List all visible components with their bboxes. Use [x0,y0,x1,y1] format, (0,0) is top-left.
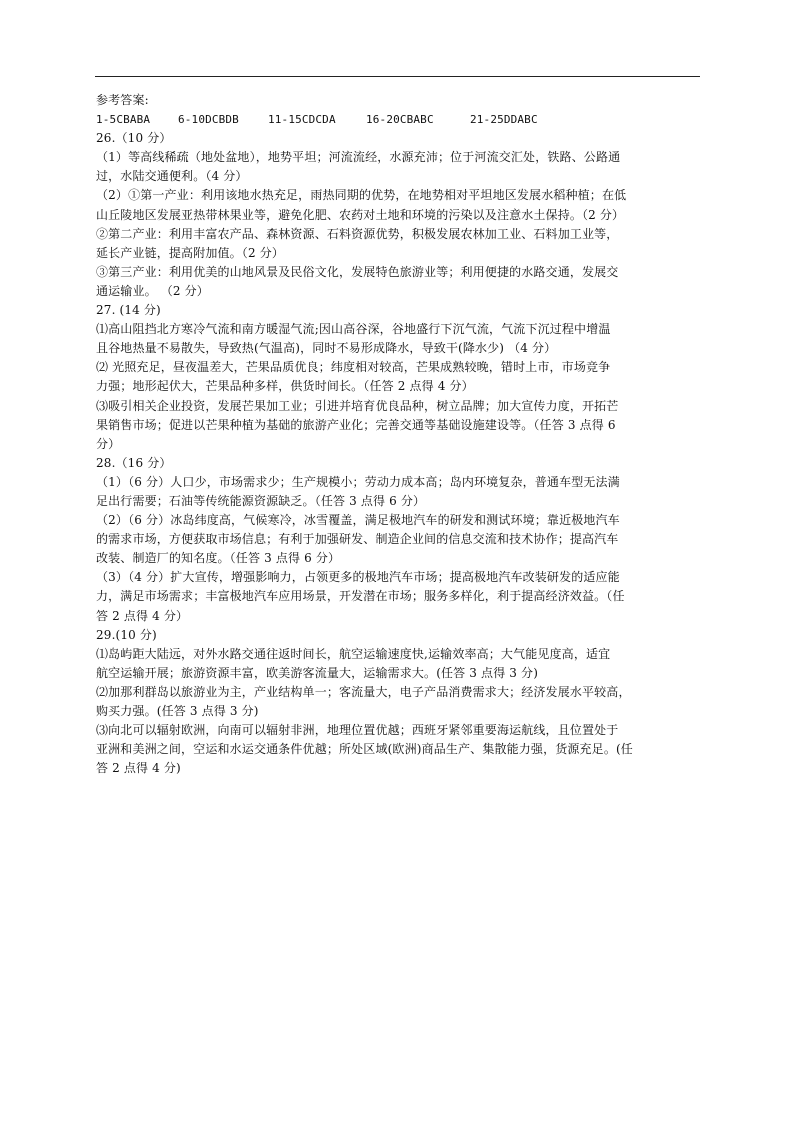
text-line: 答 2 点得 4 分） [96,608,189,623]
text-line: ⑵ 光照充足，昼夜温差大，芒果品质优良；纬度相对较高，芒果成熟较晚，错时上市，市场竞争 [96,360,611,375]
question-26-heading: 26.（10 分） [96,131,172,146]
question-28-heading: 28.（16 分） [96,455,172,470]
header-rule [95,76,700,77]
answer-group: 21-25DDABC [470,113,538,127]
text-line: 足出行需要；石油等传统能源资源缺乏。（任答 3 点得 6 分） [96,493,426,508]
text-line: 通运输业。 （2 分） [96,283,209,298]
multiple-choice-answers [96,110,702,129]
text-line: 山丘陵地区发展亚热带林果业等，避免化肥、农药对土地和环境的污染以及注意水土保持。（2 分） [96,207,625,222]
answer-group: 6-10DCBDB [178,113,239,127]
text-line: （1）等高线稀疏（地处盆地），地势平坦；河流流经，水源充沛；位于河流交汇处，铁路、公路通 [96,150,621,165]
text-line: 延长产业链，提高附加值。（2 分） [96,245,285,260]
question-29-heading: 29.(10 分) [96,627,157,642]
answer-key [96,91,702,778]
answer-key-heading: 参考答案: [96,93,149,107]
question-27-heading: 27. (14 分) [96,303,161,318]
text-line: （1）（6 分）人口少，市场需求少；生产规模小；劳动力成本高；岛内环境复杂，普通车型无法满 [96,474,620,489]
text-line: ⑶吸引相关企业投资，发展芒果加工业；引进并培育优良品种，树立品牌；加大宣传力度，开拓芒 [96,398,619,413]
text-line: 航空运输开展；旅游资源丰富，欧美游客流量大，运输需求大。(任答 3 点得 3 分) [96,665,539,680]
text-line: 购买力强。(任答 3 点得 3 分) [96,704,259,718]
text-line: ⑶向北可以辐射欧洲，向南可以辐射非洲，地理位置优越；西班牙紧邻重要海运航线，且位置处于 [96,723,619,738]
text-line: 亚洲和美洲之间，空运和水运交通条件优越；所处区域(欧洲)商品生产、集散能力强，货源充足。(任 [96,742,633,757]
text-line: 且谷地热量不易散失，导致热(气温高)，同时不易形成降水，导致干(降水少) （4 分） [96,341,557,356]
text-line: ⑴高山阻挡北方寒冷气流和南方暖湿气流;因山高谷深，谷地盛行下沉气流，气流下沉过程中增温 [96,322,611,337]
text-line: 力，满足市场需求；丰富极地汽车应用场景，开发潜在市场；服务多样化，利于提高经济效益。（任 [96,589,625,604]
text-line: 答 2 点得 4 分) [96,761,181,776]
answer-group: 16-20CBABC [366,113,434,127]
text-line: （3）（4 分）扩大宣传，增强影响力，占领更多的极地汽车市场；提高极地汽车改装研发的适应能 [96,570,620,585]
text-line: （2）①第一产业：利用该地水热充足，雨热同期的优势，在地势相对平坦地区发展水稻种植；在低 [96,188,627,203]
text-line: 过，水陆交通便利。（4 分） [96,169,248,184]
text-line: ⑴岛屿距大陆远，对外水路交通往返时间长，航空运输速度快,运输效率高；大气能见度高，适宜 [96,646,611,661]
text-line: ③第三产业：利用优美的山地风景及民俗文化，发展特色旅游业等；利用便捷的水路交通，发展交 [96,264,619,279]
text-line: 分） [96,436,121,451]
text-line: 力强；地形起伏大，芒果品种多样，供货时间长。（任答 2 点得 4 分） [96,379,474,394]
text-line: 的需求市场，方便获取市场信息；有利于加强研发、制造企业间的信息交流和技术协作；提高汽车 [96,532,619,547]
text-line: ②第二产业：利用丰富农产品、森林资源、石料资源优势，积极发展农林加工业、石料加工业等， [96,226,619,241]
text-line: ⑵加那利群岛以旅游业为主，产业结构单一；客流量大，电子产品消费需求大；经济发展水平较高， [96,684,631,699]
text-line: 果销售市场；促进以芒果种植为基础的旅游产业化；完善交通等基础设施建设等。（任答 3 点得 6 [96,417,616,432]
answer-group: 11-15CDCDA [268,113,336,127]
text-line: （2）（6 分）冰岛纬度高，气候寒冷，冰雪覆盖，满足极地汽车的研发和测试环境；靠近极地汽车 [96,513,620,528]
answer-group: 1-5CBABA [96,113,151,127]
text-line: 改装、制造厂的知名度。（任答 3 点得 6 分） [96,551,341,566]
